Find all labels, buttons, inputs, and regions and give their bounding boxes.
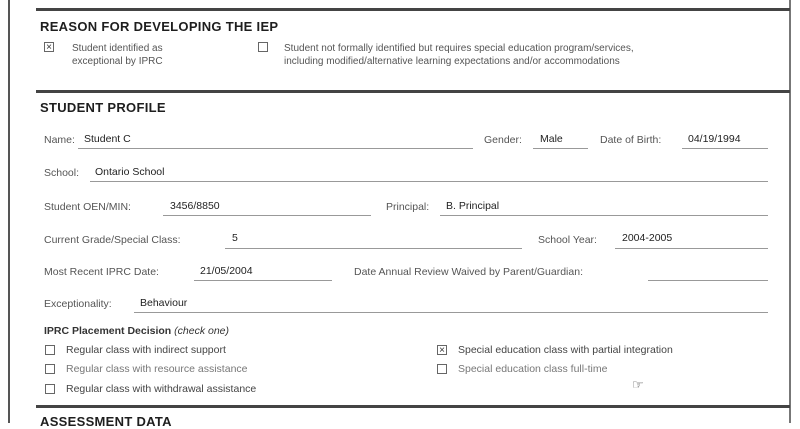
reason-identified-line1: Student identified as <box>72 43 163 54</box>
waived-date-label: Date Annual Review Waived by Parent/Guardian: <box>354 266 583 278</box>
hand-cursor-icon: ☞ <box>632 377 644 392</box>
gender-value[interactable]: Male <box>540 133 563 145</box>
placement-indirect-label: Regular class with indirect support <box>66 344 226 356</box>
iprc-date-label: Most Recent IPRC Date: <box>44 266 159 278</box>
placement-withdrawal-label: Regular class with withdrawal assistance <box>66 383 257 395</box>
principal-field-line <box>440 215 768 216</box>
placement-full-time-label: Special education class full-time <box>458 363 608 375</box>
placement-indirect-checkbox[interactable] <box>45 345 55 355</box>
page-right-border <box>789 0 791 423</box>
placement-hint: (check one) <box>174 325 229 337</box>
section-rule <box>36 8 790 11</box>
school-value[interactable]: Ontario School <box>95 166 165 178</box>
section-title-assessment: ASSESSMENT DATA <box>40 414 172 429</box>
placement-heading <box>44 325 229 337</box>
grade-field-line <box>225 248 522 249</box>
placement-full-time-checkbox[interactable] <box>437 364 447 374</box>
exceptionality-label: Exceptionality: <box>44 298 112 310</box>
iprc-date-value[interactable]: 21/05/2004 <box>200 265 253 277</box>
placement-resource-label: Regular class with resource assistance <box>66 363 248 375</box>
gender-label: Gender: <box>484 134 522 146</box>
gender-field-line <box>533 148 588 149</box>
section-rule <box>36 405 790 408</box>
reason-not-identified-line1: Student not formally identified but requires special education program/services, <box>284 43 634 54</box>
reason-identified-label <box>72 42 163 68</box>
grade-value[interactable]: 5 <box>232 232 238 244</box>
waived-date-field-line <box>648 280 768 281</box>
dob-value[interactable]: 04/19/1994 <box>688 133 741 145</box>
oen-label: Student OEN/MIN: <box>44 201 131 213</box>
school-field-line <box>90 181 768 182</box>
exceptionality-value[interactable]: Behaviour <box>140 297 188 309</box>
reason-not-identified-checkbox[interactable] <box>258 42 268 52</box>
reason-identified-checkbox[interactable]: × <box>44 42 54 52</box>
placement-partial-integration-label: Special education class with partial integration <box>458 344 673 356</box>
placement-title: IPRC Placement Decision <box>44 325 172 337</box>
placement-partial-integration-checkbox[interactable]: × <box>437 345 447 355</box>
oen-value[interactable]: 3456/8850 <box>170 200 220 212</box>
section-title-profile: STUDENT PROFILE <box>40 100 166 115</box>
section-rule <box>36 90 790 93</box>
dob-field-line <box>682 148 768 149</box>
reason-not-identified-label <box>284 42 634 68</box>
school-year-value[interactable]: 2004-2005 <box>622 232 673 244</box>
exceptionality-field-line <box>134 312 768 313</box>
placement-resource-checkbox[interactable] <box>45 364 55 374</box>
name-field-line <box>78 148 473 149</box>
reason-not-identified-line2: including modified/alternative learning expectations and/or accommodations <box>284 56 620 67</box>
name-label: Name: <box>44 134 75 146</box>
principal-value[interactable]: B. Principal <box>446 200 500 212</box>
principal-label: Principal: <box>386 201 430 213</box>
dob-label: Date of Birth: <box>600 134 662 146</box>
school-label: School: <box>44 167 80 179</box>
school-year-label: School Year: <box>538 234 597 246</box>
name-value[interactable]: Student C <box>84 133 131 145</box>
school-year-field-line <box>615 248 768 249</box>
page-left-border <box>8 0 10 423</box>
oen-field-line <box>163 215 371 216</box>
iprc-date-field-line <box>194 280 332 281</box>
section-title-reason: REASON FOR DEVELOPING THE IEP <box>40 19 279 34</box>
placement-withdrawal-checkbox[interactable] <box>45 384 55 394</box>
grade-label: Current Grade/Special Class: <box>44 234 181 246</box>
reason-identified-line2: exceptional by IPRC <box>72 56 163 67</box>
